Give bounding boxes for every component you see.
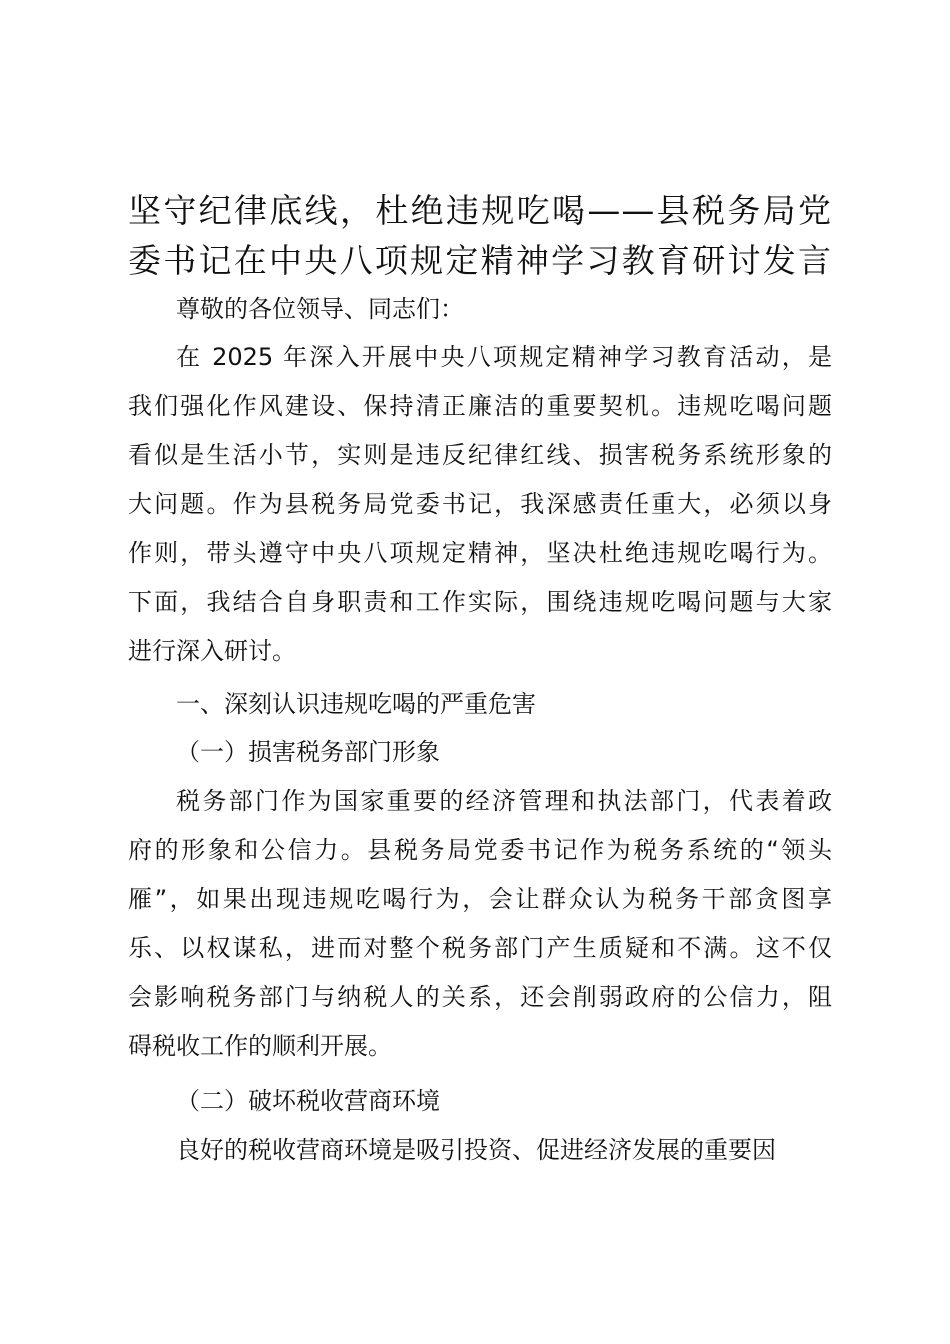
subsection-2-body: 良好的税收营商环境是吸引投资、促进经济发展的重要因	[176, 1136, 776, 1164]
sub1-line-4: 乐、以权谋私，进而对整个税务部门产生质疑和不满。这不仅	[128, 934, 832, 962]
subsection-heading-2: （二）破坏税收营商环境	[176, 1087, 440, 1115]
sub1-line-3: 雁”，如果出现违规吃喝行为，会让群众认为税务干部贪图享	[128, 885, 832, 913]
sub1-line-5: 会影响税务部门与纳税人的关系，还会削弱政府的公信力，阻	[128, 983, 832, 1011]
intro-line-7: 进行深入研讨。	[128, 637, 296, 665]
sub1-line-1: 税务部门作为国家重要的经济管理和执法部门，代表着政	[176, 787, 832, 815]
intro-line-3: 看似是生活小节，实则是违反纪律红线、损害税务系统形象的	[128, 441, 832, 469]
intro-line-2: 我们强化作风建设、保持清正廉洁的重要契机。违规吃喝问题	[128, 392, 832, 420]
sub1-line-2: 府的形象和公信力。县税务局党委书记作为税务系统的“领头	[128, 836, 832, 864]
subsection-heading-1: （一）损害税务部门形象	[176, 738, 440, 766]
section-heading-1: 一、深刻认识违规吃喝的严重危害	[176, 690, 536, 718]
document-title	[128, 186, 832, 286]
title-line-2: 委书记在中央八项规定精神学习教育研讨发言	[128, 241, 832, 280]
intro-line-6: 下面，我结合自身职责和工作实际，围绕违规吃喝问题与大家	[128, 588, 832, 616]
intro-paragraph	[128, 333, 832, 676]
title-line-1: 坚守纪律底线，杜绝违规吃喝——县税务局党	[128, 191, 832, 230]
intro-line-1: 在 2025 年深入开展中央八项规定精神学习教育活动，是	[176, 343, 832, 371]
subsection-1-body	[128, 777, 832, 1071]
salutation: 尊敬的各位领导、同志们：	[176, 295, 464, 323]
intro-line-5: 作则，带头遵守中央八项规定精神，坚决杜绝违规吃喝行为。	[128, 539, 832, 567]
sub1-line-6: 碍税收工作的顺利开展。	[128, 1032, 392, 1060]
intro-line-4: 大问题。作为县税务局党委书记，我深感责任重大，必须以身	[128, 490, 832, 518]
